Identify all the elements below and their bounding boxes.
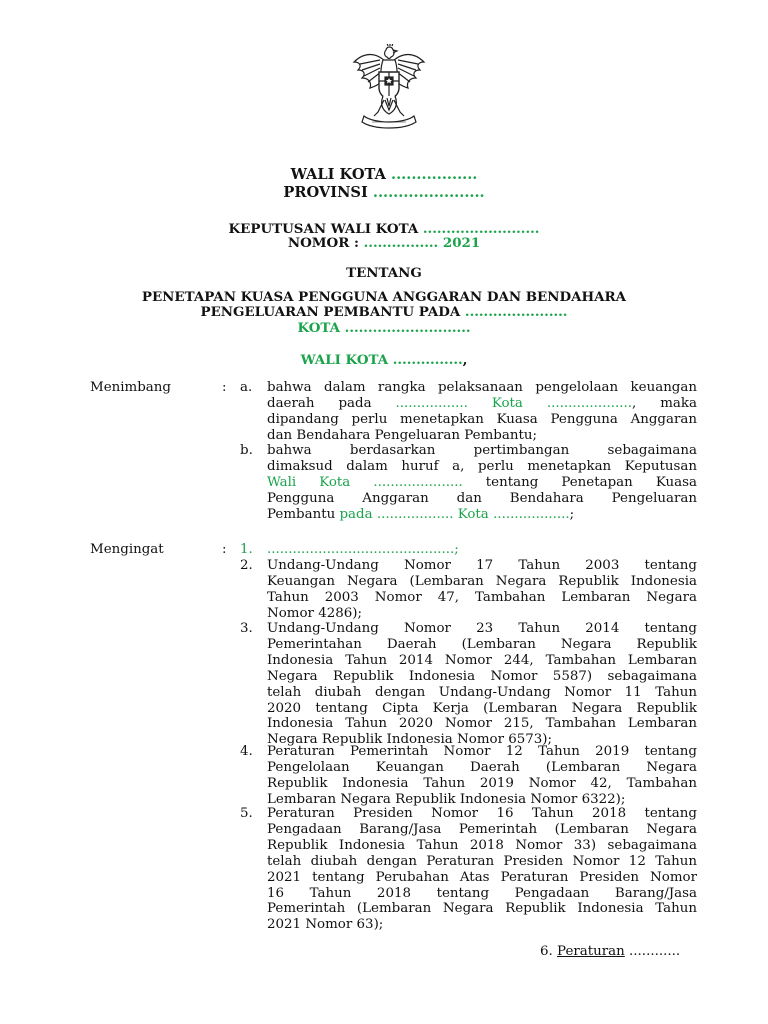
mengingat-item-3-text bbox=[267, 621, 697, 748]
list-item-line: Undang-Undang Nomor 23 Tahun 2014 tentang bbox=[267, 621, 697, 636]
menimbang-b-line bbox=[267, 475, 697, 491]
header-wali-kota-label: WALI KOTA bbox=[290, 166, 386, 183]
list-item-line: Negara Republik Indonesia Nomor 5587) sebagaimana bbox=[267, 668, 697, 684]
list-item-line: Nomor 4286); bbox=[267, 605, 363, 621]
list-item-line: 2021 Nomor 63); bbox=[267, 917, 384, 933]
menimbang-b-text-part: Pembantu bbox=[267, 506, 340, 522]
list-item-line: Pengadaan Barang/Jasa Pemerintah (Lembaran Negara bbox=[267, 821, 697, 837]
menimbang-b-line: dimaksud dalam huruf a, perlu menetapkan Keputusan bbox=[267, 458, 697, 474]
menimbang-a-mark: a. bbox=[240, 380, 253, 395]
menimbang-b-text-part: ; bbox=[569, 506, 575, 522]
menimbang-b-placeholder: pada .................. Kota .................. bbox=[339, 506, 570, 522]
list-item-line: telah diubah dengan Undang-Undang Nomor 11 Tahun bbox=[267, 684, 697, 700]
menimbang-a-text-part: daerah pada bbox=[267, 395, 396, 411]
menimbang-a-line bbox=[267, 396, 697, 412]
decree-subject-line2-dots: ...................... bbox=[460, 304, 568, 320]
menimbang-a-line: dan Bendahara Pengeluaran Pembantu; bbox=[267, 427, 537, 443]
decree-number-label: NOMOR : bbox=[287, 235, 364, 251]
header-provinsi-label: PROVINSI bbox=[283, 184, 368, 201]
menimbang-b-placeholder: Wali Kota ..................... bbox=[267, 474, 463, 490]
list-item-line: Tahun 2003 Nomor 47, Tambahan Lembaran Negara bbox=[267, 589, 697, 605]
menimbang-a-line: dipandang perlu menetapkan Kuasa Pengguna Anggaran bbox=[267, 411, 697, 427]
list-item-line: 2020 tentang Cipta Kerja (Lembaran Negara Republik bbox=[267, 700, 697, 716]
menimbang-b-line bbox=[267, 507, 697, 523]
mengingat-item-1-placeholder: ............................................ bbox=[267, 542, 455, 557]
decree-subject-line3: KOTA ........................... bbox=[297, 320, 471, 336]
menimbang-b-line: bahwa berdasarkan pertimbangan sebagaimana bbox=[267, 443, 697, 458]
page-continuation bbox=[540, 944, 680, 959]
menimbang-a-text bbox=[267, 380, 697, 444]
list-item-line: Undang-Undang Nomor 17 Tahun 2003 tentang bbox=[267, 558, 697, 573]
decree-authority-text: WALI KOTA ............... bbox=[300, 352, 463, 368]
list-item-line: telah diubah dengan Peraturan Presiden Nomor 12 Tahun bbox=[267, 853, 697, 869]
header-line-wali-kota bbox=[0, 166, 768, 183]
list-item-line: Lembaran Negara Republik Indonesia Nomor 6322); bbox=[267, 791, 626, 807]
list-item-line: 16 Tahun 2018 tentang Pengadaan Barang/Jasa bbox=[267, 885, 697, 901]
mengingat-item-1-num: 1. bbox=[240, 542, 253, 557]
list-item-line: Keuangan Negara (Lembaran Negara Republik Indonesia bbox=[267, 573, 697, 589]
list-item-line: Indonesia Tahun 2014 Nomor 244, Tambahan Lembaran bbox=[267, 652, 697, 668]
mengingat-item-2-num: 2. bbox=[240, 558, 253, 573]
mengingat-item-2-text bbox=[267, 558, 697, 622]
list-item-line: Pengelolaan Keuangan Daerah (Lembaran Negara bbox=[267, 759, 697, 775]
continuation-num: 6. bbox=[540, 944, 558, 959]
mengingat-item-4-num: 4. bbox=[240, 744, 253, 759]
menimbang-a-line: bahwa dalam rangka pelaksanaan pengelolaan keuangan bbox=[267, 380, 697, 395]
mengingat-item-3-num: 3. bbox=[240, 621, 253, 636]
menimbang-b-text bbox=[267, 443, 697, 523]
continuation-dots: ............ bbox=[624, 944, 681, 959]
list-item-line: 2021 tentang Perubahan Atas Peraturan Presiden Nomor bbox=[267, 869, 697, 885]
mengingat-colon: : bbox=[222, 542, 227, 557]
list-item-line: Negara Republik Indonesia Nomor 6573); bbox=[267, 732, 553, 748]
decree-subject-line1: PENETAPAN KUASA PENGGUNA ANGGARAN DAN BENDAHARA bbox=[141, 289, 627, 305]
menimbang-colon: : bbox=[222, 380, 227, 395]
list-item-line: Indonesia Tahun 2020 Nomor 215, Tambahan Lembaran bbox=[267, 716, 697, 732]
mengingat-item-5-num: 5. bbox=[240, 806, 253, 821]
decree-authority-comma: , bbox=[462, 352, 468, 368]
menimbang-label: Menimbang bbox=[90, 380, 171, 395]
list-item-line: Peraturan Pemerintah Nomor 12 Tahun 2019 tentang bbox=[267, 744, 697, 759]
menimbang-b-line: Pengguna Anggaran dan Bendahara Pengeluaran bbox=[267, 490, 697, 506]
garuda-emblem-icon bbox=[350, 44, 428, 130]
menimbang-b-text-part: tentang Penetapan Kuasa bbox=[462, 474, 698, 490]
list-item-line: Peraturan Presiden Nomor 16 Tahun 2018 tentang bbox=[267, 806, 697, 821]
mengingat-item-4-text bbox=[267, 744, 697, 808]
header-line-provinsi bbox=[0, 184, 768, 201]
decree-tentang: TENTANG bbox=[346, 265, 422, 281]
header-provinsi-dots: ...................... bbox=[367, 184, 485, 201]
list-item-line: Pemerintahan Daerah (Lembaran Negara Republik bbox=[267, 636, 697, 652]
mengingat-item-1-text bbox=[267, 542, 697, 558]
mengingat-label: Mengingat bbox=[90, 542, 164, 557]
list-item-line: Republik Indonesia Tahun 2018 Nomor 33) sebagaimana bbox=[267, 837, 697, 853]
list-item-line: Republik Indonesia Tahun 2019 Nomor 42, Tambahan bbox=[267, 775, 697, 791]
decree-title-label: KEPUTUSAN WALI KOTA bbox=[228, 221, 419, 237]
menimbang-b-mark: b. bbox=[240, 443, 253, 458]
mengingat-item-5-text bbox=[267, 806, 697, 933]
continuation-word: Peraturan bbox=[557, 944, 625, 959]
decree-title-dots: ......................... bbox=[418, 221, 540, 237]
mengingat-item-1-tail: ; bbox=[454, 542, 459, 557]
menimbang-a-placeholder: ................. Kota .................... bbox=[395, 395, 632, 411]
decree-subject-line2 bbox=[0, 304, 768, 320]
header-wali-kota-dots: ................. bbox=[385, 166, 478, 183]
decree-subject-line2-text: PENGELUARAN PEMBANTU PADA bbox=[200, 304, 461, 320]
decree-number-value: ................ 2021 bbox=[363, 235, 481, 251]
decree-number bbox=[0, 235, 768, 251]
decree-authority bbox=[0, 352, 768, 368]
menimbang-a-text-part: , maka bbox=[632, 395, 697, 411]
list-item-line: Pemerintah (Lembaran Negara Republik Indonesia Tahun bbox=[267, 901, 697, 917]
